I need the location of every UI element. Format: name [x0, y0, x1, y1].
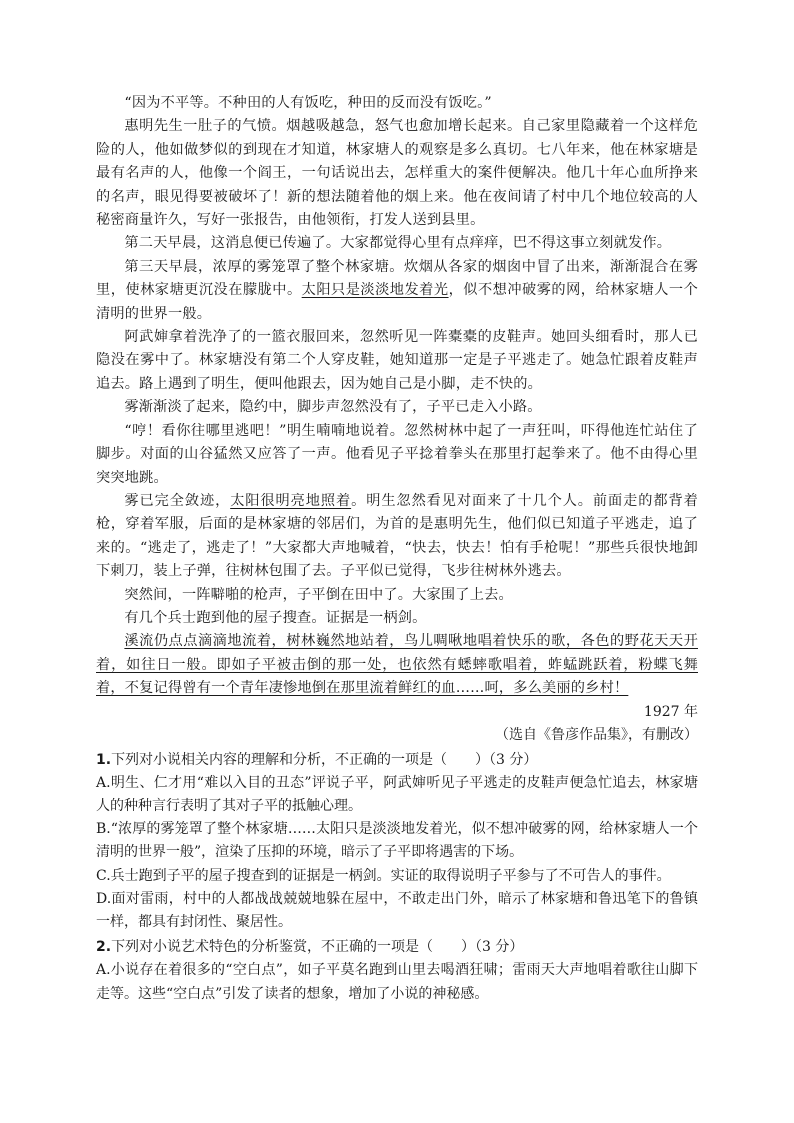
question-number: 2. [96, 939, 112, 956]
text-segment: ，似不想冲破雾的网，给林家塘人一个清明的世界一般。 [96, 282, 698, 322]
document-page [96, 92, 698, 1006]
question-1 [96, 749, 698, 935]
question-2 [96, 936, 698, 1006]
underlined-phrase-faint-sun: 太阳只是淡淡地发着光 [301, 282, 449, 299]
question-text: 下列对小说相关内容的理解和分析，不正确的一项是（ ）（3 分） [111, 751, 538, 768]
story-paragraph: 雾渐渐淡了起来，隐约中，脚步声忽然没有了，子平已走入小路。 [124, 399, 542, 416]
story-paragraph: 阿武婶拿着洗净了的一篮衣服回来，忽然听见一阵橐橐的皮鞋声。她回头细看时，那人已隐没在雾中了。林家塘没有第二个人穿皮鞋，她知道那一定是子平逃走了。她急忙跟着皮鞋声追去。路上遇到了明生，便叫他跟去，因为她自己是小脚，走不快的。 [96, 329, 698, 392]
question-option: A.小说存在着很多的“空白点”，如子平莫名跑到山里去喝酒狂啸；雷雨天大声地唱着歌往山脚下走等。这些“空白点”引发了读者的想象，增加了小说的神秘感。 [96, 962, 698, 1002]
question-text: 下列对小说艺术特色的分析鉴赏，不正确的一项是（ ）（3 分） [111, 939, 524, 956]
underlined-phrase-bright-sun: 太阳很明亮地照着 [230, 492, 352, 509]
text-segment: 雾已完全敛迹， [124, 492, 231, 509]
text-segment: 第三天早晨，浓厚的雾笼罩了整个林家塘。炊烟从各家的烟囱中冒了出来，渐渐混合在雾里，使林家塘更沉没在朦胧中。 [96, 258, 698, 299]
story-paragraph-bright-sun [96, 490, 698, 584]
question-option: B.“浓厚的雾笼罩了整个林家塘……太阳只是淡淡地发着光，似不想冲破雾的网，给林家塘人一个清明的世界一般”，渲染了压抑的环境，暗示了子平即将遇害的下场。 [96, 821, 698, 861]
question-option: C.兵士跑到子平的屋子搜查到的证据是一柄剑。实证的取得说明子平参与了不可告人的事件。 [96, 867, 671, 884]
question-number: 1. [96, 751, 112, 768]
story-paragraph: 第二天早晨，这消息便已传遍了。大家都觉得心里有点痒痒，巴不得这事立刻就发作。 [124, 235, 672, 252]
story-paragraph: 惠明先生一肚子的气愤。烟越吸越急，怒气也愈加增长起来。自己家里隐藏着一个这样危险的人，他如做梦似的到现在才知道，林家塘人的观察是多么真切。七八年来，他在林家塘是最有名声的人，他像一个阎王，一句话说出去，怎样重大的案件便解决。他几十年心血所挣来的名声，眼见得要被破坏了！新的想法随着他的烟上来。他在夜间请了村中几个地位较高的人秘密商量许久，写好一张报告，由他领衔，打发人送到县里。 [96, 118, 698, 229]
story-paragraph: “因为不平等。不种田的人有饭吃，种田的反而没有饭吃。” [124, 95, 492, 111]
question-stem [96, 936, 698, 959]
question-stem [96, 749, 698, 772]
underlined-final-passage: 溪流仍点点滴滴地流着，树林巍然地站着，鸟儿啁啾地唱着快乐的歌，各色的野花天天开着，如往日一般。即如子平被击倒的那一处，也依然有蟋蟀歌唱着，蚱蜢跳跃着，粉蝶飞舞着，不复记得曾有一个青年凄惨地倒在那里流着鲜红的血……呵，多么美丽的乡村！ [96, 633, 698, 697]
story-paragraph-fog [96, 256, 698, 326]
story-year: 1927 年 [643, 703, 698, 720]
question-option: D.面对雷雨，村中的人都战战兢兢地躲在屋中，不敢走出门外，暗示了林家塘和鲁迅笔下的鲁镇一样，都具有封闭性、聚居性。 [96, 890, 698, 930]
question-option: A.明生、仁才用“难以入目的丑态”评说子平，阿武婶听见子平逃走的皮鞋声便急忙追去，林家塘人的种种言行表明了其对子平的抵触心理。 [96, 774, 698, 814]
story-paragraph: “哼！看你往哪里逃吧！”明生喃喃地说着。忽然树林中起了一声狂叫，吓得他连忙站住了脚步。对面的山谷猛然又应答了一声。他看见子平捻着拳头在那里打起拳来了。他不由得心里突突地跳。 [96, 422, 698, 486]
story-paragraph: 有几个兵士跑到他的屋子搜查。证据是一柄剑。 [124, 609, 427, 626]
text-segment: 。明生忽然看见对面来了十几个人。前面走的都背着枪，穿着军服，后面的是林家塘的邻居们，为首的是惠明先生，他们似已知道子平逃走，追了来的。“逃走了，逃走了！”大家都大声地喊着，“快去，快去！怕有手枪呢！”那些兵很快地卸下刺刀，装上子弹，往树林包围了去。子平似已觉得，飞步往树林外逃去。 [96, 492, 698, 580]
story-final-paragraph [96, 630, 698, 700]
story-paragraph: 突然间，一阵噼啪的枪声，子平倒在田中了。大家围了上去。 [124, 586, 513, 603]
story-source: （选自《鲁彦作品集》，有删改） [495, 726, 698, 743]
